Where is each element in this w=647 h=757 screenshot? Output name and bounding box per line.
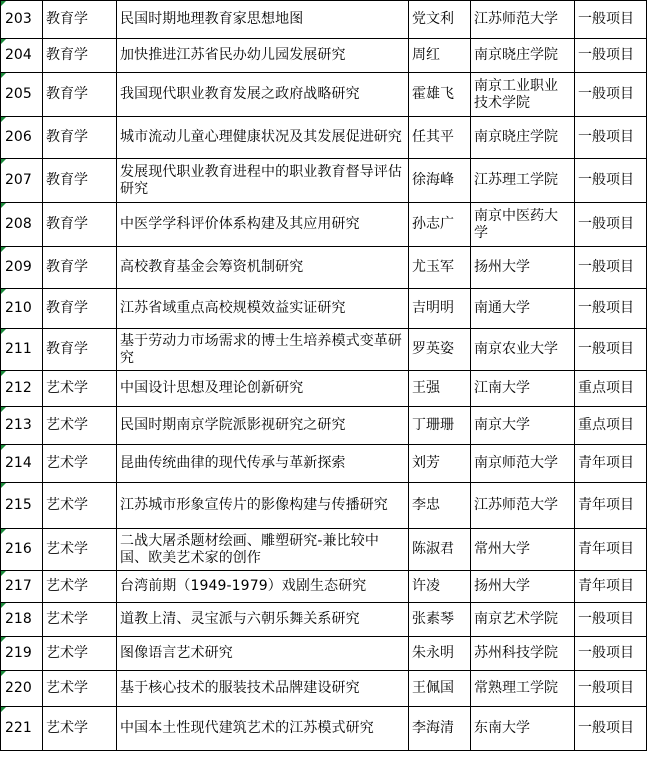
project-title-cell: 发展现代职业教育进程中的职业教育督导评估研究 [117,159,409,203]
table-row [1,159,647,203]
row-number: 203 [1,1,43,39]
project-title-cell: 昆曲传统曲律的现代传承与革新探索 [117,445,409,483]
row-number: 204 [1,39,43,73]
row-number: 207 [1,159,43,203]
project-type-cell: 青年项目 [575,445,647,483]
table-row [1,1,647,39]
project-type-cell: 一般项目 [575,39,647,73]
principal-investigator-cell: 王强 [409,371,471,407]
institution-cell: 南京中医药大学 [471,203,575,247]
table-row [1,371,647,407]
project-type-cell: 一般项目 [575,203,647,247]
row-number: 214 [1,445,43,483]
institution-cell: 南京师范大学 [471,445,575,483]
row-number: 213 [1,407,43,445]
project-type-cell: 青年项目 [575,529,647,571]
project-type-cell: 一般项目 [575,707,647,751]
project-type-cell: 一般项目 [575,117,647,159]
institution-cell: 南京工业职业技术学院 [471,73,575,117]
institution-cell: 苏州科技学院 [471,637,575,671]
principal-investigator-cell: 霍雄飞 [409,73,471,117]
project-title-cell: 中国本土性现代建筑艺术的江苏模式研究 [117,707,409,751]
project-type-cell: 一般项目 [575,637,647,671]
row-number: 218 [1,603,43,637]
principal-investigator-cell: 陈淑君 [409,529,471,571]
subject-cell: 教育学 [43,159,117,203]
project-type-cell: 青年项目 [575,571,647,603]
project-title-cell: 江苏省域重点高校规模效益实证研究 [117,289,409,329]
institution-cell: 南京晓庄学院 [471,39,575,73]
subject-cell: 艺术学 [43,529,117,571]
institution-cell: 常州大学 [471,529,575,571]
project-title-cell: 加快推进江苏省民办幼儿园发展研究 [117,39,409,73]
principal-investigator-cell: 朱永明 [409,637,471,671]
table-row [1,637,647,671]
project-title-cell: 高校教育基金会筹资机制研究 [117,247,409,289]
principal-investigator-cell: 罗英姿 [409,329,471,371]
project-type-cell: 一般项目 [575,159,647,203]
project-title-cell: 民国时期南京学院派影视研究之研究 [117,407,409,445]
row-number: 220 [1,671,43,707]
project-title-cell: 道教上清、灵宝派与六朝乐舞关系研究 [117,603,409,637]
project-type-cell: 青年项目 [575,483,647,529]
subject-cell: 教育学 [43,1,117,39]
institution-cell: 扬州大学 [471,571,575,603]
row-number: 217 [1,571,43,603]
row-number: 221 [1,707,43,751]
subject-cell: 教育学 [43,73,117,117]
principal-investigator-cell: 徐海峰 [409,159,471,203]
project-type-cell: 重点项目 [575,371,647,407]
table-body [1,1,647,751]
institution-cell: 南京农业大学 [471,329,575,371]
row-number: 215 [1,483,43,529]
table-row [1,247,647,289]
project-title-cell: 城市流动儿童心理健康状况及其发展促进研究 [117,117,409,159]
table-row [1,117,647,159]
project-type-cell: 一般项目 [575,289,647,329]
institution-cell: 江苏师范大学 [471,483,575,529]
project-title-cell: 中国设计思想及理论创新研究 [117,371,409,407]
principal-investigator-cell: 许凌 [409,571,471,603]
table-row [1,529,647,571]
principal-investigator-cell: 党文利 [409,1,471,39]
project-title-cell: 基于核心技术的服装技术品牌建设研究 [117,671,409,707]
subject-cell: 艺术学 [43,483,117,529]
subject-cell: 艺术学 [43,707,117,751]
institution-cell: 南京晓庄学院 [471,117,575,159]
row-number: 212 [1,371,43,407]
project-type-cell: 一般项目 [575,1,647,39]
institution-cell: 南通大学 [471,289,575,329]
principal-investigator-cell: 孙志广 [409,203,471,247]
table-row [1,445,647,483]
row-number: 210 [1,289,43,329]
project-type-cell: 重点项目 [575,407,647,445]
table-row [1,407,647,445]
subject-cell: 艺术学 [43,371,117,407]
row-number: 211 [1,329,43,371]
table-row [1,73,647,117]
project-title-cell: 二战大屠杀题材绘画、雕塑研究-兼比较中国、欧美艺术家的创作 [117,529,409,571]
subject-cell: 教育学 [43,39,117,73]
row-number: 206 [1,117,43,159]
principal-investigator-cell: 李海清 [409,707,471,751]
subject-cell: 教育学 [43,117,117,159]
institution-cell: 东南大学 [471,707,575,751]
table-row [1,603,647,637]
row-number: 209 [1,247,43,289]
table-row [1,39,647,73]
row-number: 205 [1,73,43,117]
principal-investigator-cell: 王佩国 [409,671,471,707]
principal-investigator-cell: 吉明明 [409,289,471,329]
table-row [1,483,647,529]
project-type-cell: 一般项目 [575,329,647,371]
institution-cell: 江苏师范大学 [471,1,575,39]
subject-cell: 艺术学 [43,637,117,671]
subject-cell: 艺术学 [43,445,117,483]
subject-cell: 教育学 [43,329,117,371]
subject-cell: 艺术学 [43,603,117,637]
principal-investigator-cell: 尤玉军 [409,247,471,289]
row-number: 216 [1,529,43,571]
institution-cell: 江苏理工学院 [471,159,575,203]
project-type-cell: 一般项目 [575,73,647,117]
principal-investigator-cell: 周红 [409,39,471,73]
table-row [1,707,647,751]
project-type-cell: 一般项目 [575,603,647,637]
subject-cell: 教育学 [43,289,117,329]
principal-investigator-cell: 任其平 [409,117,471,159]
table-row [1,671,647,707]
table-row [1,289,647,329]
project-type-cell: 一般项目 [575,247,647,289]
project-title-cell: 我国现代职业教育发展之政府战略研究 [117,73,409,117]
row-number: 219 [1,637,43,671]
project-title-cell: 基于劳动力市场需求的博士生培养模式变革研究 [117,329,409,371]
principal-investigator-cell: 张素琴 [409,603,471,637]
principal-investigator-cell: 李忠 [409,483,471,529]
institution-cell: 江南大学 [471,371,575,407]
table-row [1,329,647,371]
table-row [1,571,647,603]
institution-cell: 南京艺术学院 [471,603,575,637]
subject-cell: 艺术学 [43,571,117,603]
principal-investigator-cell: 丁珊珊 [409,407,471,445]
institution-cell: 常熟理工学院 [471,671,575,707]
institution-cell: 扬州大学 [471,247,575,289]
subject-cell: 教育学 [43,247,117,289]
subject-cell: 艺术学 [43,407,117,445]
institution-cell: 南京大学 [471,407,575,445]
row-number: 208 [1,203,43,247]
project-title-cell: 图像语言艺术研究 [117,637,409,671]
project-title-cell: 台湾前期（1949-1979）戏剧生态研究 [117,571,409,603]
table-row [1,203,647,247]
project-title-cell: 中医学学科评价体系构建及其应用研究 [117,203,409,247]
project-title-cell: 江苏城市形象宣传片的影像构建与传播研究 [117,483,409,529]
subject-cell: 教育学 [43,203,117,247]
project-title-cell: 民国时期地理教育家思想地图 [117,1,409,39]
subject-cell: 艺术学 [43,671,117,707]
project-type-cell: 一般项目 [575,671,647,707]
principal-investigator-cell: 刘芳 [409,445,471,483]
